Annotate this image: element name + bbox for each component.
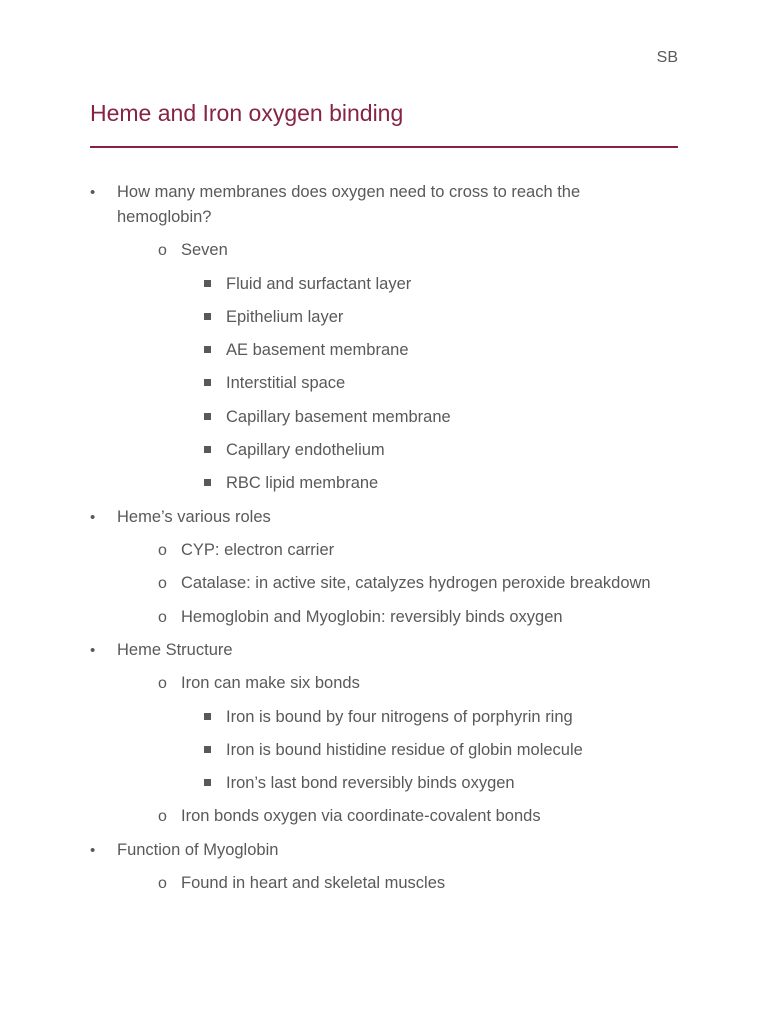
outline-item-text: RBC lipid membrane bbox=[226, 474, 379, 493]
bullet-square-icon bbox=[204, 746, 211, 753]
outline-item-level-3 bbox=[226, 338, 686, 363]
outline-item-level-2 bbox=[158, 871, 681, 896]
bullet-circle-icon: o bbox=[158, 675, 167, 693]
outline-item-level-2 bbox=[158, 804, 681, 829]
bullet-dot-icon: • bbox=[90, 184, 96, 201]
bullet-circle-icon: o bbox=[158, 874, 167, 892]
outline-item-level-2 bbox=[158, 238, 681, 263]
outline-item-level-3 bbox=[226, 738, 686, 763]
outline-item-level-2 bbox=[158, 571, 681, 596]
outline-item-text: Epithelium layer bbox=[226, 307, 344, 326]
bullet-square-icon bbox=[204, 713, 211, 720]
bullet-square-icon bbox=[204, 479, 211, 486]
outline-item-text: Iron’s last bond reversibly binds oxygen bbox=[226, 774, 515, 793]
title-divider bbox=[90, 146, 678, 148]
outline-item-text: Found in heart and skeletal muscles bbox=[181, 873, 446, 892]
outline-item-text: Function of Myoglobin bbox=[117, 840, 279, 859]
outline-item-level-3 bbox=[226, 272, 686, 297]
bullet-dot-icon: • bbox=[90, 642, 96, 660]
bullet-circle-icon: o bbox=[158, 541, 167, 559]
bullet-circle-icon: o bbox=[158, 808, 167, 826]
outline-item-text: CYP: electron carrier bbox=[181, 540, 335, 559]
outline-item-level-3 bbox=[226, 305, 686, 330]
outline-item-level-3 bbox=[226, 771, 686, 796]
bullet-circle-icon: o bbox=[158, 608, 167, 626]
outline-item-text: Iron is bound histidine residue of globin molecule bbox=[226, 740, 583, 759]
outline-item-text: How many membranes does oxygen need to cross to reach the hemoglobin? bbox=[117, 183, 581, 226]
bullet-square-icon bbox=[204, 779, 211, 786]
outline-item-level-1 bbox=[90, 838, 637, 863]
outline-item-text: Hemoglobin and Myoglobin: reversibly binds oxygen bbox=[181, 607, 563, 626]
bullet-square-icon bbox=[204, 346, 211, 353]
bullet-square-icon bbox=[204, 280, 211, 287]
bullet-dot-icon: • bbox=[90, 841, 96, 859]
bullet-circle-icon: o bbox=[158, 242, 167, 259]
outline-item-text: Heme Structure bbox=[117, 641, 233, 660]
outline-item-level-3 bbox=[226, 471, 686, 496]
outline-item-text: Capillary endothelium bbox=[226, 440, 385, 459]
outline-item-text: Catalase: in active site, catalyzes hydrogen peroxide breakdown bbox=[181, 574, 651, 593]
bullet-square-icon bbox=[204, 413, 211, 420]
outline-item-level-1 bbox=[90, 638, 637, 663]
outline-item-level-3 bbox=[226, 405, 686, 430]
outline-list bbox=[0, 180, 768, 904]
bullet-dot-icon: • bbox=[90, 508, 96, 526]
bullet-square-icon bbox=[204, 446, 211, 453]
page-title: Heme and Iron oxygen binding bbox=[90, 100, 404, 126]
outline-item-level-3 bbox=[226, 371, 686, 396]
outline-item-text: Heme’s various roles bbox=[117, 507, 271, 526]
outline-item-level-1 bbox=[90, 180, 637, 230]
outline-item-level-2 bbox=[158, 671, 681, 696]
header-initials: SB bbox=[656, 49, 678, 66]
outline-item-text: Fluid and surfactant layer bbox=[226, 274, 412, 293]
bullet-circle-icon: o bbox=[158, 575, 167, 593]
outline-item-level-3 bbox=[226, 438, 686, 463]
outline-item-text: Capillary basement membrane bbox=[226, 407, 451, 426]
outline-item-text: Iron is bound by four nitrogens of porphyrin ring bbox=[226, 707, 573, 726]
outline-item-level-3 bbox=[226, 705, 686, 730]
outline-item-text: Interstitial space bbox=[226, 374, 346, 393]
outline-item-level-2 bbox=[158, 605, 681, 630]
outline-item-text: AE basement membrane bbox=[226, 341, 409, 360]
outline-item-text: Iron can make six bonds bbox=[181, 674, 360, 693]
outline-item-text: Iron bonds oxygen via coordinate-covalent bonds bbox=[181, 807, 541, 826]
outline-item-level-1 bbox=[90, 505, 637, 530]
outline-item-text: Seven bbox=[181, 241, 228, 259]
bullet-square-icon bbox=[204, 313, 211, 320]
bullet-square-icon bbox=[204, 379, 211, 386]
outline-item-level-2 bbox=[158, 538, 681, 563]
